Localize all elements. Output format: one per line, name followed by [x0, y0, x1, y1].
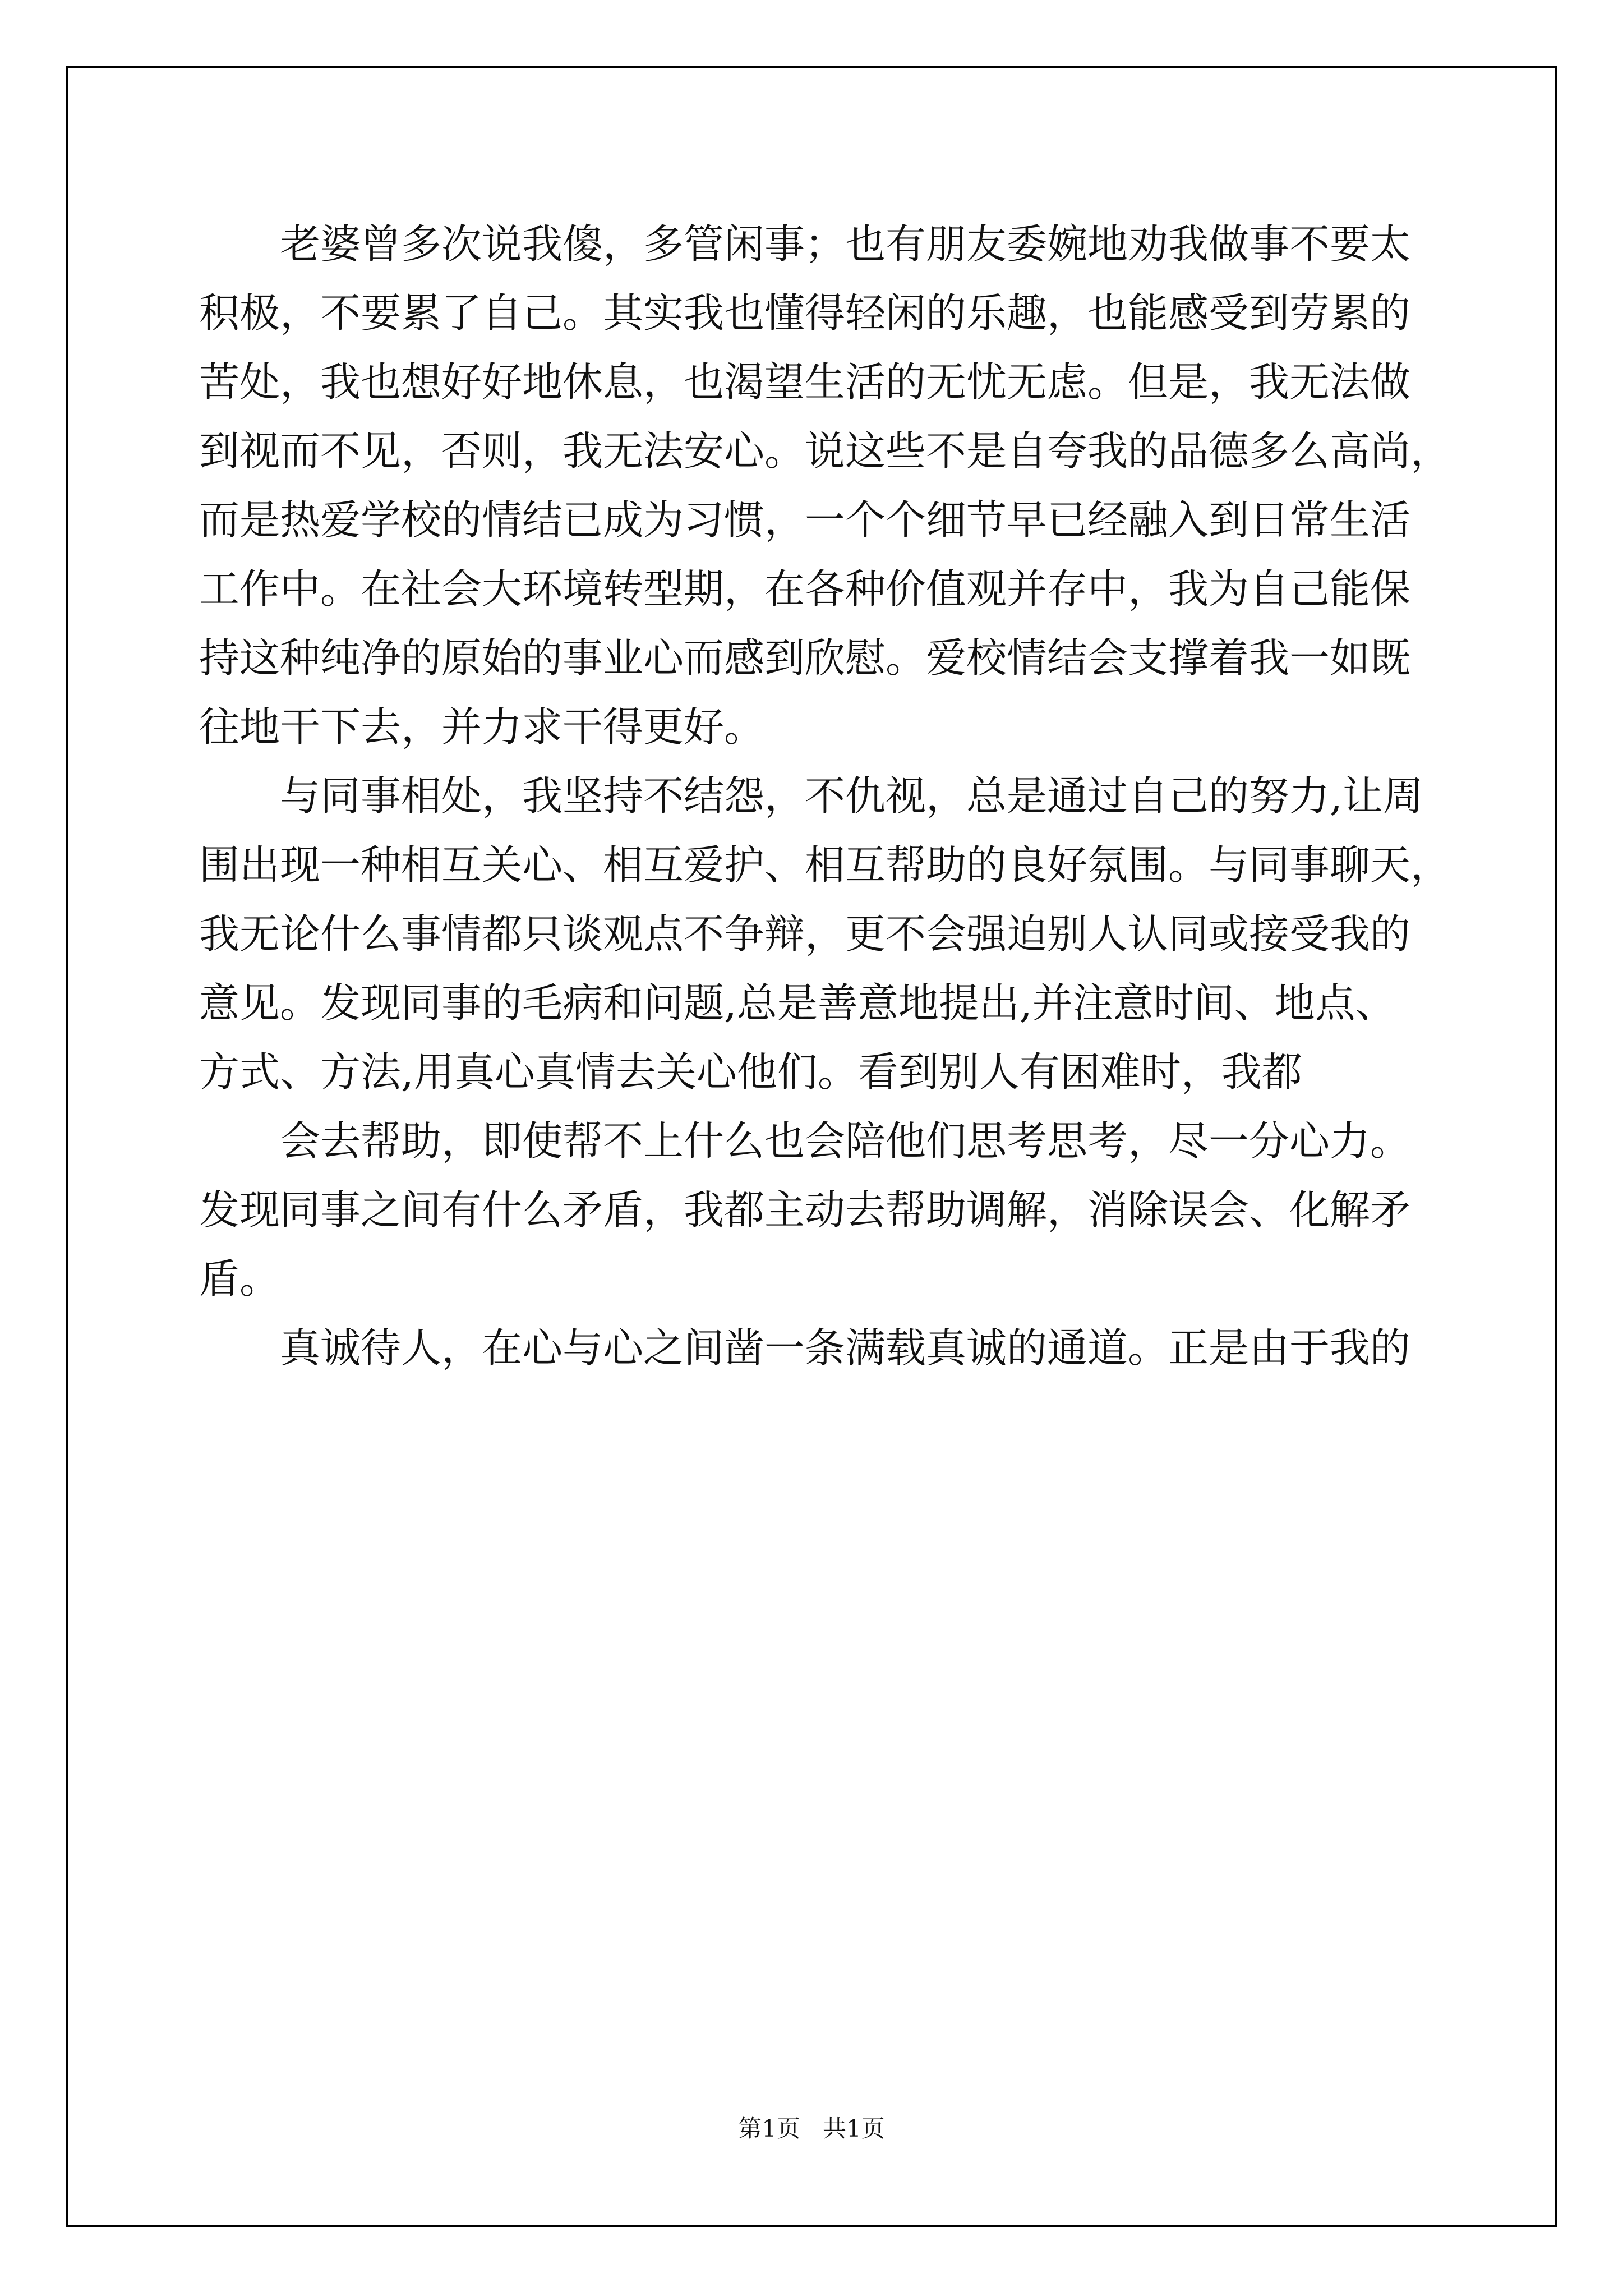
text-line: 与同事相处，我坚持不结怨，不仇视，总是通过自己的努力,让周	[280, 772, 1423, 820]
text-line: 方式、方法,用真心真情去关心他们。看到别人有困难时，我都	[199, 1048, 1302, 1096]
text-line: 老婆曾多次说我傻，多管闲事；也有朋友委婉地劝我做事不要太	[280, 220, 1411, 268]
text-line: 意见。发现同事的毛病和问题,总是善意地提出,并注意时间、地点、	[199, 979, 1396, 1027]
page-footer	[0, 2112, 1623, 2146]
text-line: 我无论什么事情都只谈观点不争辩，更不会强迫别人认同或接受我的	[199, 910, 1411, 958]
text-line: 而是热爱学校的情结已成为习惯，一个个细节早已经融入到日常生活	[199, 496, 1411, 544]
text-line: 真诚待人，在心与心之间凿一条满载真诚的通道。正是由于我的	[280, 1324, 1411, 1372]
text-line: 到视而不见，否则，我无法安心。说这些不是自夸我的品德多么高尚，	[199, 427, 1451, 475]
text-line: 往地干下去，并力求干得更好。	[199, 703, 765, 751]
text-line: 发现同事之间有什么矛盾，我都主动去帮助调解，消除误会、化解矛	[199, 1186, 1411, 1234]
text-line: 持这种纯净的原始的事业心而感到欣慰。爱校情结会支撑着我一如既	[199, 634, 1411, 682]
text-line: 工作中。在社会大环境转型期，在各种价值观并存中，我为自己能保	[199, 565, 1411, 613]
text-line: 盾。	[199, 1255, 280, 1303]
text-line: 积极，不要累了自己。其实我也懂得轻闲的乐趣，也能感受到劳累的	[199, 289, 1411, 337]
footer-gap	[800, 2115, 823, 2142]
page-number: 第1页	[738, 2115, 800, 2142]
text-line: 会去帮助，即使帮不上什么也会陪他们思考思考，尽一分心力。	[280, 1117, 1411, 1165]
document-body	[199, 210, 1451, 1383]
text-line: 苦处，我也想好好地休息，也渴望生活的无忧无虑。但是，我无法做	[199, 358, 1411, 406]
text-line: 围出现一种相互关心、相互爱护、相互帮助的良好氛围。与同事聊天，	[199, 841, 1451, 889]
page-total: 共1页	[823, 2115, 885, 2142]
